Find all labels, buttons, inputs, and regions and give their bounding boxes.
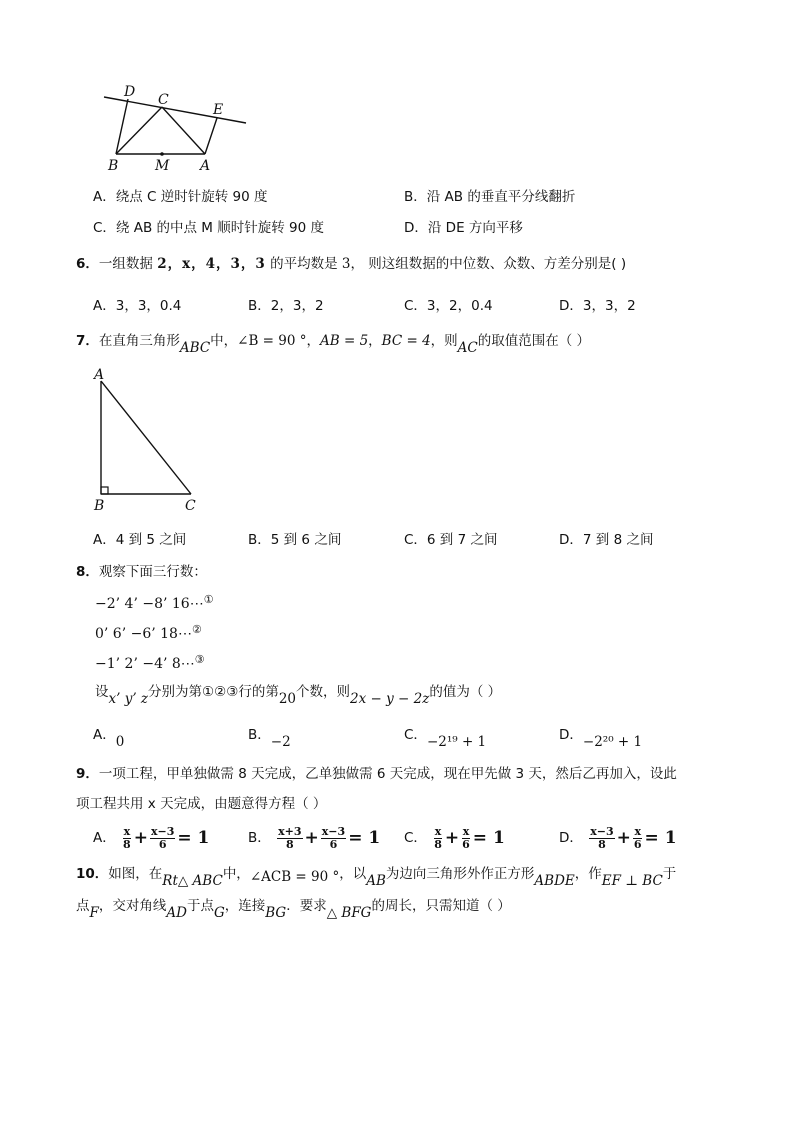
q9-b-frac-2 [321,826,346,850]
q9-c-frac-2 [461,826,471,850]
q9-option-c-label: C． [404,830,427,847]
q8-option-b[interactable] [248,727,291,750]
q10-angle: ∠ACB = 90 ° [249,869,340,885]
label-A: A [94,367,105,383]
q6-mid: 的平均数是 [270,256,338,272]
q10-l2c: 于点 [186,898,214,914]
label-B: B [94,498,105,514]
q9-a-frac-1 [122,826,132,850]
q6-option-c[interactable]: C．3，2，0.4 [404,298,493,314]
q9-c-num-1: x [434,825,442,838]
q10-l2b: ，交对角线 [98,898,167,914]
q9-line-1-text: 一项工程，甲单独做需 8 天完成，乙单独做需 6 天完成，现在甲先做 3 天，然后乙再加入，设此 [98,766,677,782]
q5-option-d[interactable]: D．沿 DE 方向平移 [404,220,523,236]
q9-b-num-1: x+3 [278,825,302,838]
q8-row-1-values: −2’ 4’ −8’ 16⋯ [95,596,204,612]
q9-option-a-label: A． [93,830,116,847]
question-10-line-1 [76,866,677,889]
q8-option-b-label: B． [248,727,271,743]
q5-option-c[interactable]: C．绕 AB 的中点 M 顺时针旋转 90 度 [93,220,324,236]
q10-rt-triangle: Rt△ ABC [162,873,223,889]
q10-t4: 为边向三角形外作正方形 [385,866,535,882]
question-6-stem [76,256,626,272]
q10-square: ABDE [534,873,575,889]
q7-post: 的取值范围在（ ） [477,333,591,349]
q10-t2: 中， [222,866,250,882]
q9-c-den-2: 6 [462,837,470,851]
q9-a-num-2: x−3 [150,825,175,838]
q9-option-c[interactable] [404,826,505,850]
question-10-line-2 [76,898,511,921]
q7-angle: ∠B = 90 ° [237,333,307,349]
q9-d-rhs: = 1 [644,827,677,848]
q8-s3: 个数，则 [296,684,351,700]
q6-option-d[interactable]: D．3，3，2 [559,298,636,314]
label-B: B [108,158,119,174]
figure-question-7 [88,365,208,515]
label-C: C [185,498,196,514]
q6-mean: 3 [341,256,351,272]
figure-question-5 [100,82,260,174]
q9-c-num-2: x [462,825,470,838]
question-8-stem [76,564,207,580]
q10-bfg: △ BFG [326,905,372,921]
q8-text: 观察下面三行数： [98,564,207,580]
q10-ad: AD [166,905,187,921]
q8-s1: 设 [95,684,109,700]
question-7-stem [76,333,591,356]
q7-bc: BC = 4 [381,333,431,349]
q8-n: 20 [278,691,297,707]
q5-option-b[interactable]: B．沿 AB 的垂直平分线翻折 [404,189,576,205]
q8-row-3 [95,653,205,673]
q10-l2f: 的周长，只需知道（ ） [371,898,511,914]
q8-row-2 [95,623,202,643]
q7-pre: 在直角三角形 [98,333,180,349]
q9-b-den-2: 6 [329,837,338,851]
q10-g: G [213,905,225,921]
q9-d-num-1: x−3 [590,825,614,838]
q9-b-op: + [304,827,319,848]
q5-option-a[interactable]: A．绕点 C 逆时针旋转 90 度 [93,189,268,205]
label-E: E [213,102,224,118]
label-M: M [155,158,170,174]
question-9-line-2: 项工程共用 x 天完成，由题意得方程（ ） [76,796,327,812]
q6-pre: 一组数据 [98,256,153,272]
q10-l2a: 点 [76,898,90,914]
q8-number: 8． [76,564,99,580]
q9-c-frac-1 [433,826,443,850]
q7-ac: AC [457,340,478,356]
q9-option-a[interactable] [93,826,209,850]
q10-t6: 于 [662,866,677,882]
q7-t2: ，则 [430,333,458,349]
q8-option-a-value: 0 [115,734,125,750]
q8-row-3-mark: ③ [194,653,205,666]
q9-d-frac-1 [589,826,614,850]
q10-t1: 如图，在 [108,866,163,882]
q9-b-den-1: 8 [285,837,294,851]
q6-option-b[interactable]: B．2，3，2 [248,298,324,314]
q10-bg: BG [265,905,287,921]
q9-d-num-2: x [634,825,641,838]
q8-row-2-mark: ② [191,623,202,636]
q10-number: 10． [76,866,109,882]
q9-b-frac-1 [277,826,302,850]
q9-c-rhs: = 1 [472,827,505,848]
q10-t5: ，作 [574,866,602,882]
q8-s4: 的值为（ ） [429,684,502,700]
q8-expr: 2x − y − 2z [350,691,430,707]
q7-option-a[interactable]: A．4 到 5 之间 [93,532,187,548]
q10-l2e: ．要求 [286,898,327,914]
q9-d-den-2: 6 [633,837,642,851]
q8-option-a-label: A． [93,727,116,743]
q7-number: 7． [76,333,99,349]
label-A: A [200,158,211,174]
q8-s2: 分别为第①②③行的第 [148,684,279,700]
q8-option-b-value: −2 [270,734,291,750]
q7-option-d[interactable]: D．7 到 8 之间 [559,532,654,548]
q9-d-op: + [616,827,631,848]
q10-t3: ，以 [339,866,367,882]
question-9-line-1 [76,766,677,782]
q9-d-frac-2 [633,826,643,850]
q9-a-op: + [133,827,148,848]
q7-comma-1: ， [306,333,321,349]
q8-option-c[interactable] [404,727,487,750]
q9-option-b-label: B． [248,830,271,847]
label-C: C [158,92,169,108]
q6-post: ， 则这组数据的中位数、众数、方差分别是( ) [350,256,627,272]
q6-number: 6． [76,256,99,272]
q10-ab: AB [366,873,386,889]
q9-a-frac-2 [150,826,175,850]
q7-t1: 中， [210,333,238,349]
q9-option-d[interactable] [559,826,677,850]
q9-option-d-label: D． [559,830,583,847]
q8-option-d-value: −2²⁰ + 1 [582,734,643,750]
q9-option-b[interactable] [248,826,380,850]
q8-option-c-value: −2¹⁹ + 1 [426,734,487,750]
q8-vars: x’ y’ z [108,691,149,707]
q10-f: F [89,905,99,921]
q9-number: 9． [76,766,99,782]
q8-row-2-values: 0’ 6’ −6’ 18⋯ [95,626,192,642]
q9-a-num-1: x [123,825,131,838]
q9-a-rhs: = 1 [177,827,210,848]
q8-row-1 [95,593,214,613]
q6-option-a[interactable]: A．3，3，0.4 [93,298,182,314]
q9-d-den-1: 8 [598,837,606,851]
q10-l2d: ，连接 [224,898,266,914]
q7-triangle: ABC [179,340,211,356]
q9-a-den-2: 6 [158,837,167,851]
q9-a-den-1: 8 [123,837,131,851]
q8-option-d-label: D． [559,727,583,743]
q8-row-3-values: −1’ 2’ −4’ 8⋯ [95,656,195,672]
q9-c-den-1: 8 [434,837,442,851]
q8-question [95,684,502,707]
label-D: D [124,84,136,100]
q10-perp: EF ⊥ BC [601,873,663,889]
q7-option-b[interactable]: B．5 到 6 之间 [248,532,342,548]
q6-data: 2，x，4，3，3 [157,256,266,272]
q7-option-c[interactable]: C．6 到 7 之间 [404,532,498,548]
q8-option-d[interactable] [559,727,643,750]
q9-b-num-2: x−3 [321,825,346,838]
q7-ab: AB = 5 [320,333,369,349]
q8-row-1-mark: ① [203,593,214,606]
q7-comma-2: ， [368,333,382,349]
q9-c-op: + [444,827,460,848]
q8-option-c-label: C． [404,727,427,743]
q8-option-a[interactable] [93,727,125,750]
q9-b-rhs: = 1 [348,827,381,848]
